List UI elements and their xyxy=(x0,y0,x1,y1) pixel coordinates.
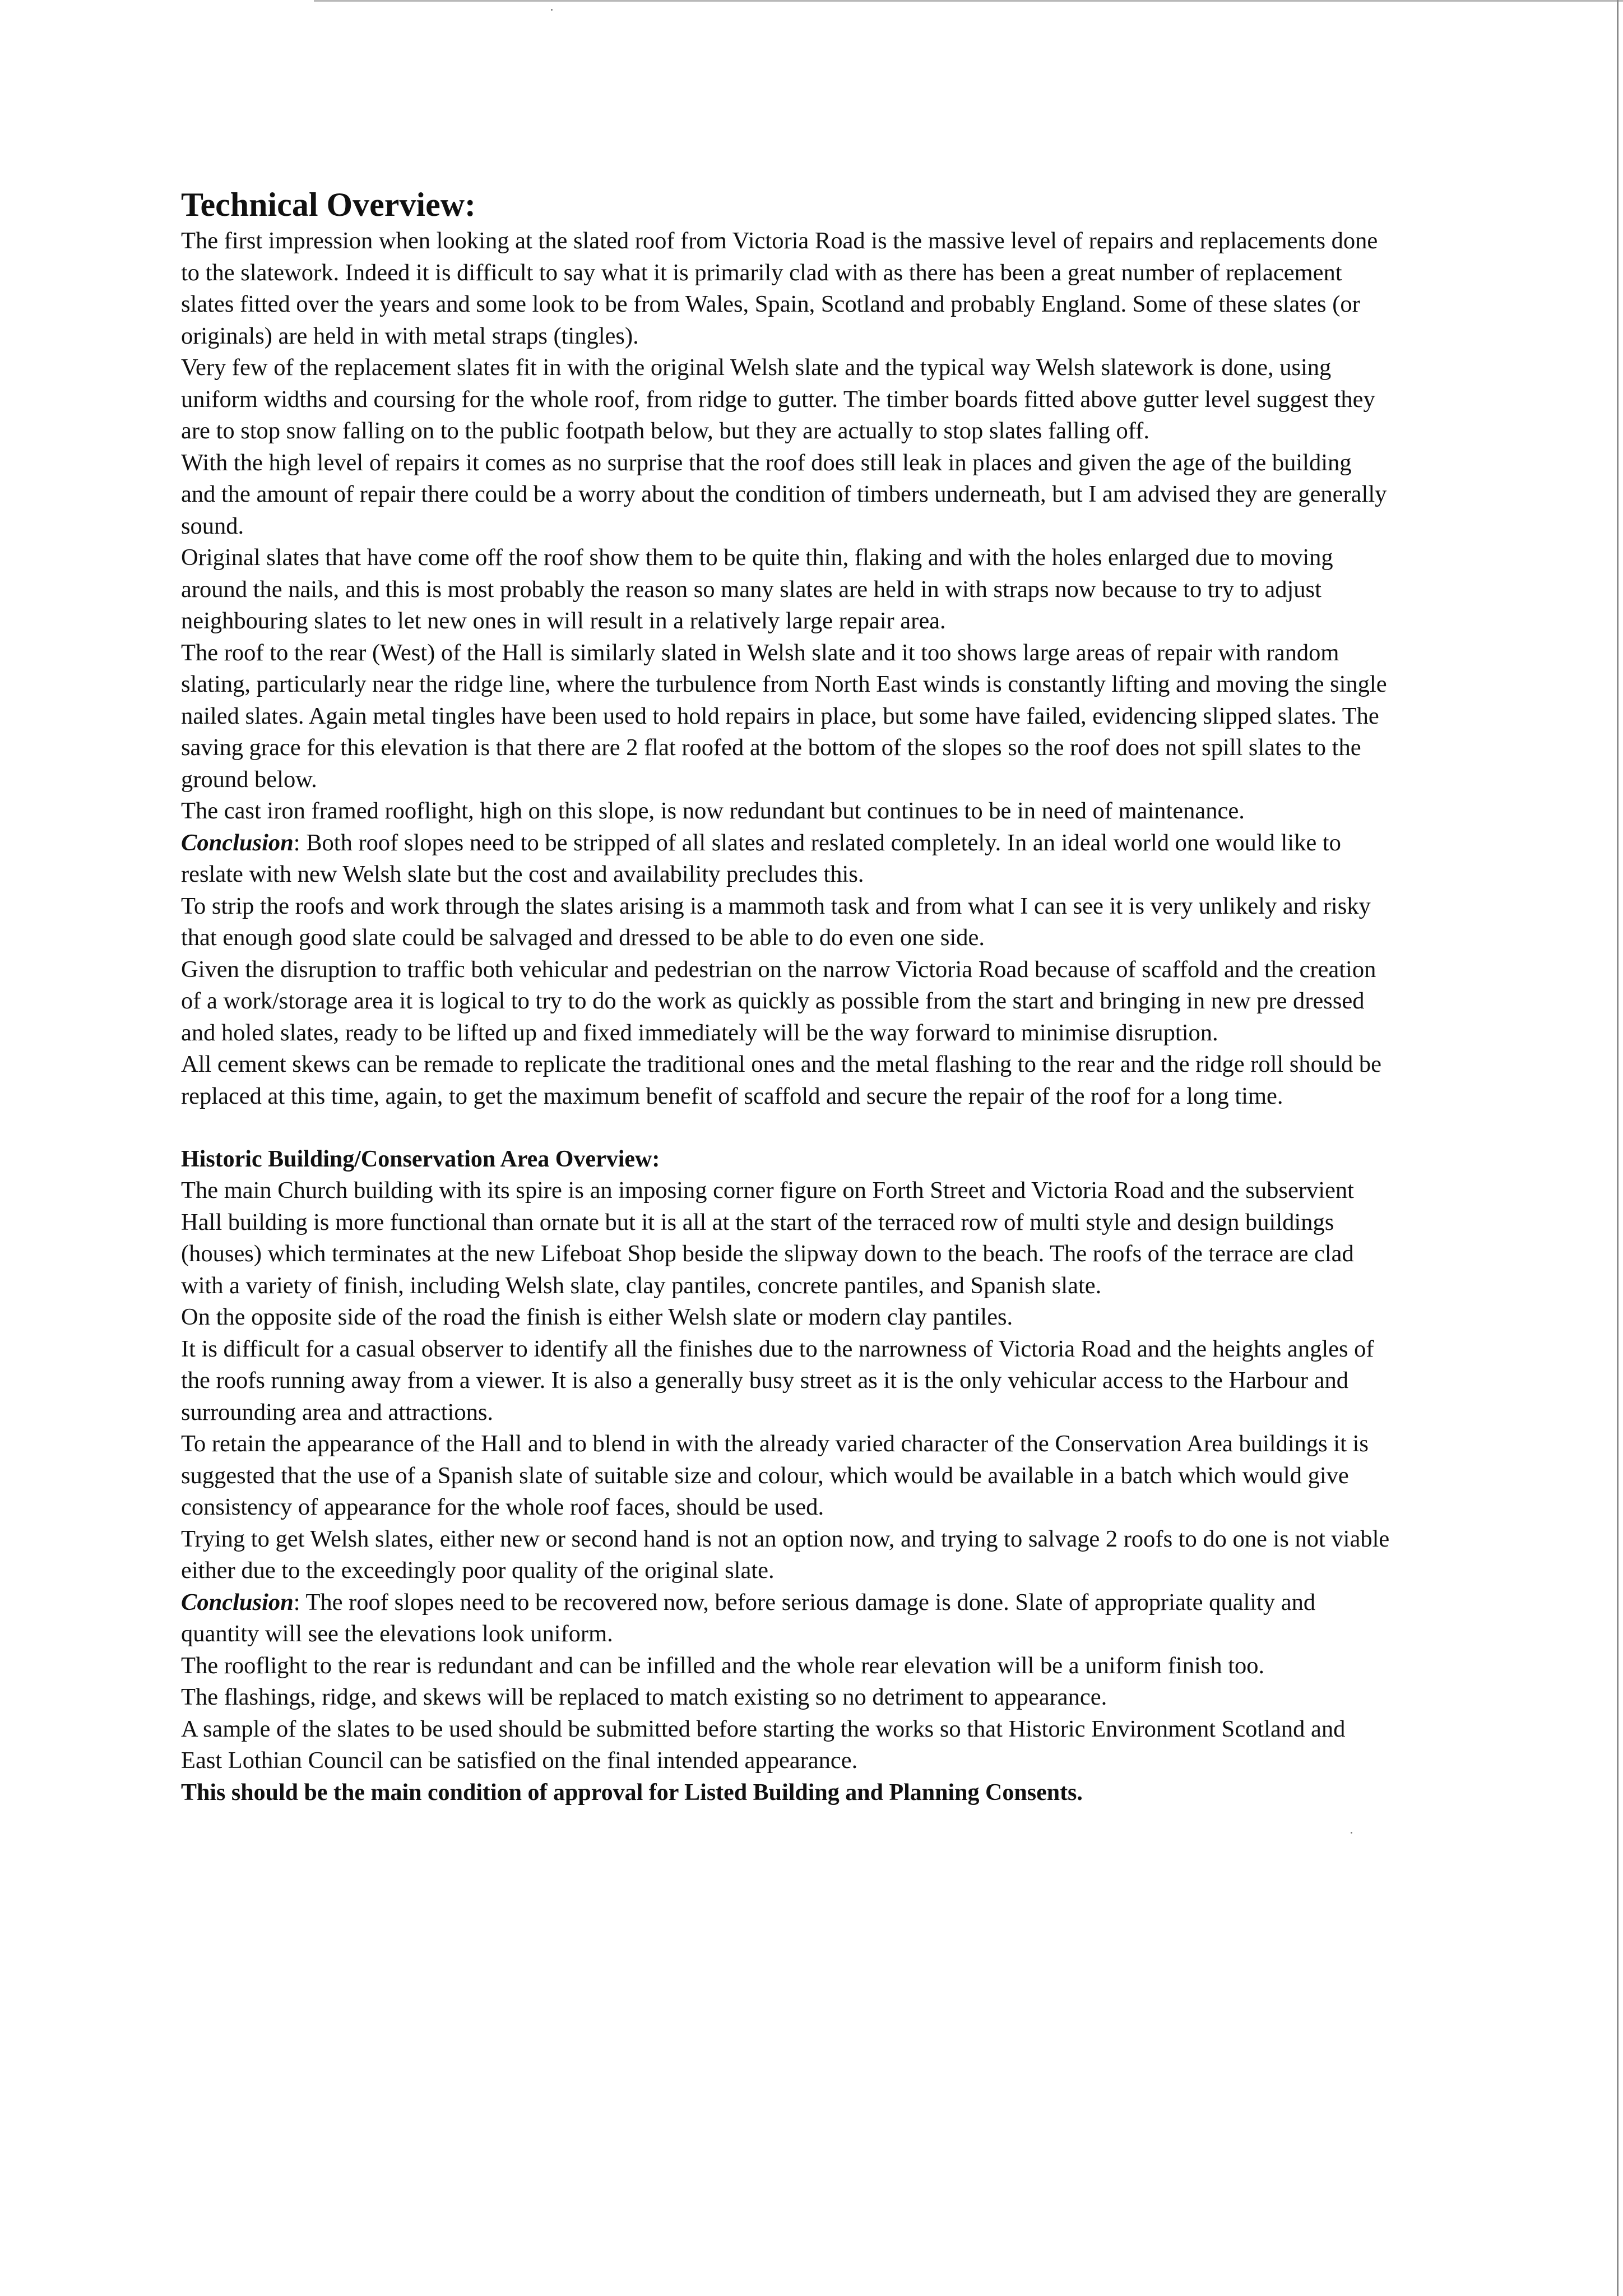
technical-paragraph: To strip the roofs and work through the slates arising is a mammoth task and from what I can see it is very unlikely and risky that enough good slate could be salvaged and dressed to be able to do even one side. xyxy=(181,892,1371,951)
historic-overview-section xyxy=(181,1144,1392,1808)
historic-overview-heading: Historic Building/Conservation Area Overview: xyxy=(181,1146,660,1172)
historic-paragraph: On the opposite side of the road the finish is either Welsh slate or modern clay pantiles. xyxy=(181,1304,1013,1330)
technical-paragraph: With the high level of repairs it comes as no surprise that the roof does still leak in places and given the age of the building and the amount of repair there could be a worry about the condition of timbers underneath, but I am advised they are generally sound. xyxy=(181,449,1387,539)
conclusion-label: Conclusion xyxy=(181,1589,294,1615)
technical-overview-section xyxy=(181,185,1392,1112)
conclusion-text: : The roof slopes need to be recovered now, before serious damage is done. Slate of appropriate quality and quantity will see the elevations look uniform. xyxy=(181,1589,1316,1647)
conclusion-label: Conclusion xyxy=(181,829,294,856)
scan-right-edge xyxy=(1617,0,1619,2296)
technical-conclusion xyxy=(181,827,1392,891)
technical-paragraph: The cast iron framed rooflight, high on this slope, is now redundant but continues to be in need of maintenance. xyxy=(181,798,1245,824)
scan-speck xyxy=(1351,1832,1352,1834)
historic-paragraph: To retain the appearance of the Hall and to blend in with the already varied character of the Conservation Area buildings it is suggested that the use of a Spanish slate of suitable size and colour, which would be available in a batch which would give consistency of appearance for the whole roof faces, should be used. xyxy=(181,1431,1369,1520)
historic-conclusion xyxy=(181,1587,1392,1650)
scan-speck xyxy=(551,9,553,11)
technical-overview-heading: Technical Overview: xyxy=(181,186,476,223)
historic-paragraph: Trying to get Welsh slates, either new or second hand is not an option now, and trying to salvage 2 roofs to do one is not viable either due to the exceedingly poor quality of the original slate. xyxy=(181,1525,1390,1584)
technical-paragraph: The roof to the rear (West) of the Hall is similarly slated in Welsh slate and it too shows large areas of repair with random slating, particularly near the ridge line, where the turbulence from North East winds is constantly lifting and moving the single nailed slates. Again metal tingles have been used to hold repairs in place, but some have failed, evidencing slipped slates. The saving grace for this elevation is that there are 2 flat roofed at the bottom of the slopes so the roof does not spill slates to the ground below. xyxy=(181,639,1387,793)
technical-paragraph: All cement skews can be remade to replicate the traditional ones and the metal flashing to the rear and the ridge roll should be replaced at this time, again, to get the maximum benefit of scaffold and secure the repair of the roof for a long time. xyxy=(181,1051,1381,1109)
technical-paragraph: Given the disruption to traffic both vehicular and pedestrian on the narrow Victoria Road because of scaffold and the creation of a work/storage area it is logical to try to do the work as quickly as possible from the start and bringing in new pre dressed and holed slates, ready to be lifted up and fixed immediately will be the way forward to minimise disruption. xyxy=(181,956,1376,1046)
historic-paragraph: The main Church building with its spire is an imposing corner figure on Forth Street and Victoria Road and the subservient Hall building is more functional than ornate but it is all at the start of the terraced row of multi style and design buildings (houses) which terminates at the new Lifeboat Shop beside the slipway down to the beach. The roofs of the terrace are clad with a variety of finish, including Welsh slate, clay pantiles, concrete pantiles, and Spanish slate. xyxy=(181,1177,1354,1299)
conclusion-text: : Both roof slopes need to be stripped of all slates and reslated completely. In an ideal world one would like to reslate with new Welsh slate but the cost and availability precludes this. xyxy=(181,829,1341,887)
historic-paragraph: It is difficult for a casual observer to identify all the finishes due to the narrowness of Victoria Road and the heights angles of the roofs running away from a viewer. It is also a generally busy street as it is the only vehicular access to the Harbour and surrounding area and attractions. xyxy=(181,1335,1374,1425)
historic-paragraph: A sample of the slates to be used should be submitted before starting the works so that Historic Environment Scotland and East Lothian Council can be satisfied on the final intended appearance. xyxy=(181,1715,1346,1774)
historic-paragraph: The flashings, ridge, and skews will be replaced to match existing so no detriment to appearance. xyxy=(181,1684,1107,1710)
historic-paragraph: The rooflight to the rear is redundant and can be infilled and the whole rear elevation will be a uniform finish too. xyxy=(181,1652,1265,1679)
document-page xyxy=(181,185,1392,1808)
technical-paragraph: Very few of the replacement slates fit in with the original Welsh slate and the typical way Welsh slatework is done, using uniform widths and coursing for the whole roof, from ridge to gutter. The timber boards fitted above gutter level suggest they are to stop snow falling on to the public footpath below, but they are actually to stop slates falling off. xyxy=(181,354,1375,444)
technical-paragraph: The first impression when looking at the slated roof from Victoria Road is the massive level of repairs and replacements done to the slatework. Indeed it is difficult to say what it is primarily clad with as there has been a great number of replacement slates fitted over the years and some look to be from Wales, Spain, Scotland and probably England. Some of these slates (or originals) are held in with metal straps (tingles). xyxy=(181,228,1378,349)
technical-paragraph: Original slates that have come off the roof show them to be quite thin, flaking and with the holes enlarged due to moving around the nails, and this is most probably the reason so many slates are held in with straps now because to try to adjust neighbouring slates to let new ones in will result in a relatively large repair area. xyxy=(181,544,1333,634)
approval-condition-statement: This should be the main condition of approval for Listed Building and Planning Consents. xyxy=(181,1779,1083,1806)
scan-top-edge xyxy=(314,0,1623,2)
